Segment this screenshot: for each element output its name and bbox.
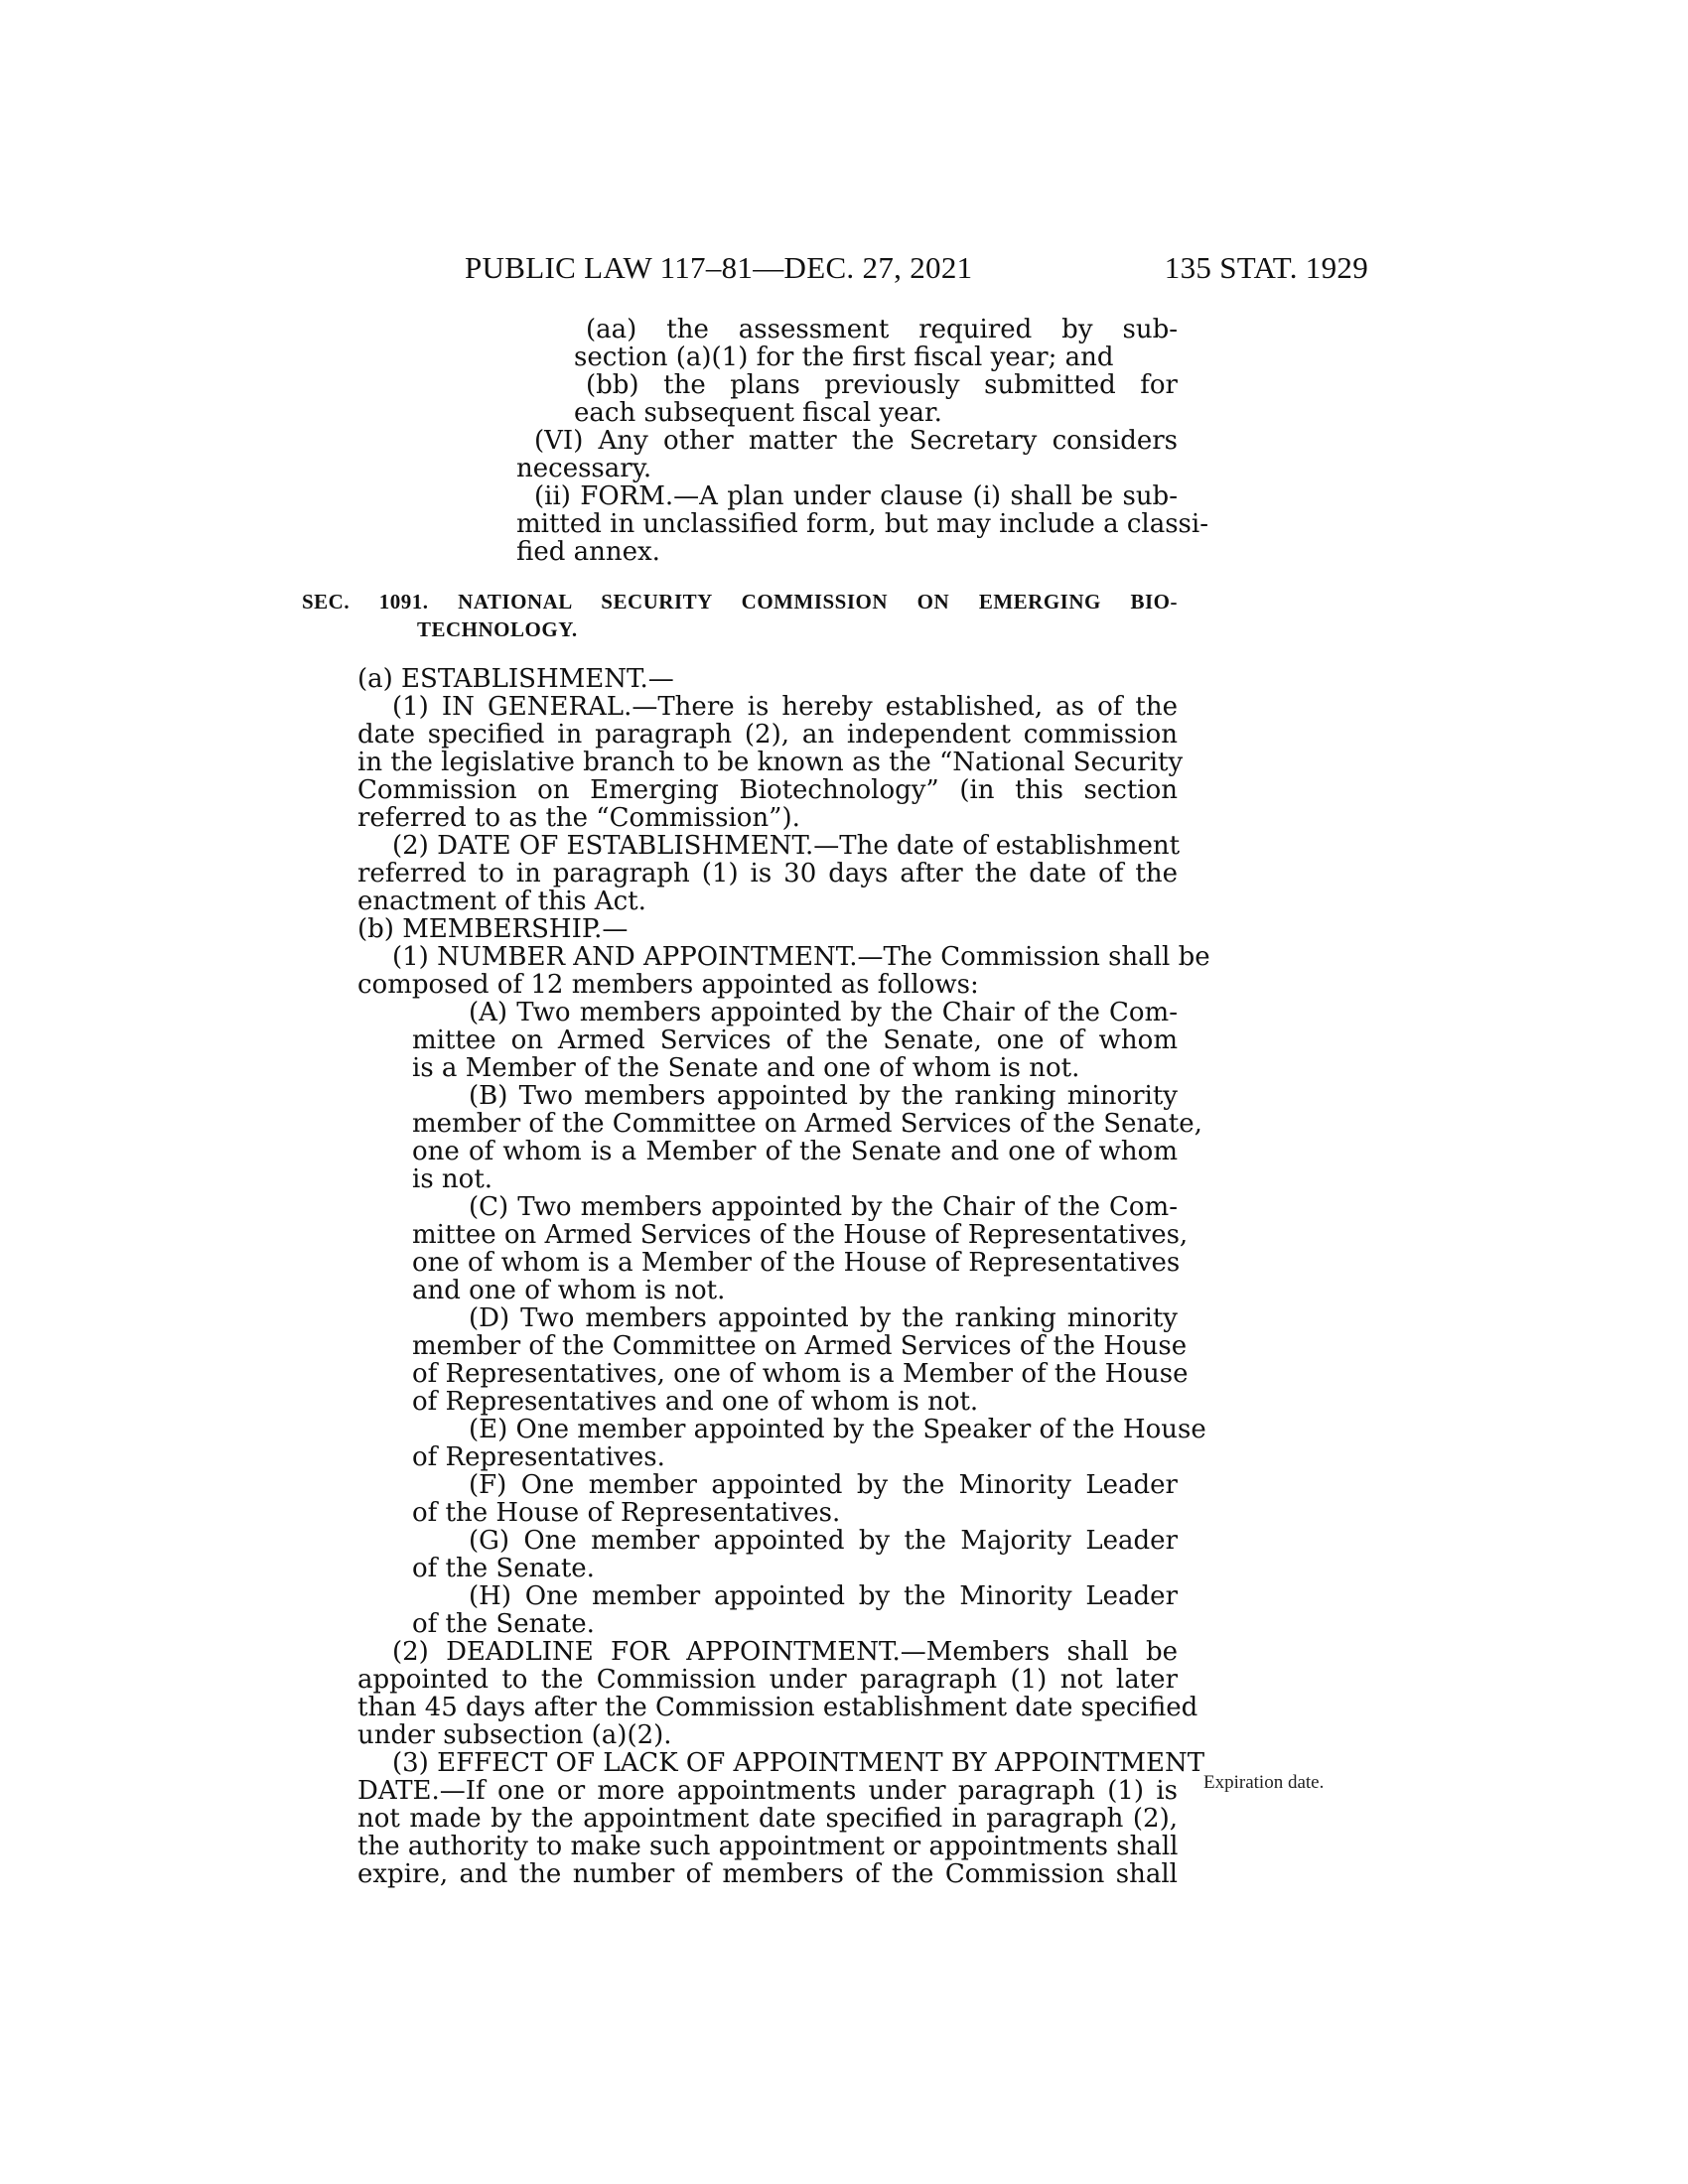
- text-line: each subsequent fiscal year.: [574, 398, 942, 428]
- text-line: than 45 days after the Commission establishment date specified: [357, 1693, 1198, 1722]
- section-heading-continued: TECHNOLOGY.: [417, 617, 578, 641]
- text-line: (A) Two members appointed by the Chair of the Com-: [469, 998, 1178, 1027]
- text-line: composed of 12 members appointed as follows:: [357, 970, 979, 1000]
- text-line: of the House of Representatives.: [412, 1498, 841, 1528]
- law-body-text: [302, 315, 1210, 1889]
- text-line: (B) Two members appointed by the ranking minority: [469, 1081, 1178, 1111]
- text-line: in the legislative branch to be known as the “National Security: [357, 748, 1184, 777]
- text-line: referred to as the “Commission”).: [357, 803, 800, 833]
- text-line: of Representatives, one of whom is a Member of the House: [412, 1359, 1189, 1389]
- text-line: necessary.: [516, 454, 652, 483]
- text-line: of Representatives.: [412, 1442, 665, 1472]
- text-line: member of the Committee on Armed Services of the Senate,: [412, 1109, 1202, 1139]
- margin-note-expiration: Expiration date.: [1203, 1772, 1325, 1793]
- text-line: date specified in paragraph (2), an independent commission: [357, 720, 1178, 750]
- text-line: one of whom is a Member of the Senate and one of whom: [412, 1137, 1178, 1166]
- text-line: (D) Two members appointed by the ranking minority: [469, 1303, 1178, 1333]
- text-line: (aa) the assessment required by sub-: [586, 315, 1178, 344]
- text-line: (b) MEMBERSHIP.—: [357, 914, 629, 944]
- text-line: of the Senate.: [412, 1554, 595, 1583]
- text-line: of the Senate.: [412, 1609, 595, 1639]
- text-line: (G) One member appointed by the Majority Leader: [469, 1526, 1178, 1556]
- text-line: section (a)(1) for the first fiscal year; and: [574, 342, 1114, 372]
- text-line: (1) NUMBER AND APPOINTMENT.—The Commission shall be: [392, 942, 1210, 972]
- text-line: DATE.—If one or more appointments under paragraph (1) is: [357, 1776, 1178, 1806]
- text-line: and one of whom is not.: [412, 1276, 726, 1305]
- statute-page-number: 135 STAT. 1929: [1164, 250, 1368, 285]
- text-line: (VI) Any other matter the Secretary considers: [534, 426, 1178, 456]
- text-line: referred to in paragraph (1) is 30 days after the date of the: [357, 859, 1178, 888]
- text-line: member of the Committee on Armed Services of the House: [412, 1331, 1188, 1361]
- text-line: (C) Two members appointed by the Chair of the Com-: [469, 1192, 1178, 1222]
- text-line: (2) DATE OF ESTABLISHMENT.—The date of establishment: [392, 831, 1181, 861]
- text-line: (bb) the plans previously submitted for: [586, 370, 1178, 400]
- text-line: (E) One member appointed by the Speaker of the House: [469, 1415, 1206, 1444]
- text-line: not made by the appointment date specified in paragraph (2),: [357, 1804, 1178, 1834]
- page-header: [465, 250, 1368, 290]
- text-line: appointed to the Commission under paragraph (1) not later: [357, 1665, 1178, 1695]
- text-line: the authority to make such appointment or appointments shall: [357, 1832, 1179, 1861]
- text-line: of Representatives and one of whom is not.: [412, 1387, 979, 1417]
- text-line: (3) EFFECT OF LACK OF APPOINTMENT BY APPOINTMENT: [392, 1748, 1205, 1778]
- text-line: (F) One member appointed by the Minority Leader: [469, 1470, 1178, 1500]
- text-line: under subsection (a)(2).: [357, 1720, 672, 1750]
- text-line: one of whom is a Member of the House of Representatives: [412, 1248, 1181, 1278]
- text-line: (2) DEADLINE FOR APPOINTMENT.—Members shall be: [392, 1637, 1178, 1667]
- text-line: (a) ESTABLISHMENT.—: [357, 664, 674, 694]
- text-line: (H) One member appointed by the Minority Leader: [469, 1581, 1178, 1611]
- text-line: mittee on Armed Services of the Senate, one of whom: [412, 1025, 1178, 1055]
- text-line: Commission on Emerging Biotechnology” (in this section: [357, 775, 1178, 805]
- text-line: expire, and the number of members of the Commission shall: [357, 1859, 1178, 1889]
- text-line: is a Member of the Senate and one of whom is not.: [412, 1053, 1080, 1083]
- text-line: enactment of this Act.: [357, 887, 646, 916]
- text-line: fied annex.: [516, 537, 660, 567]
- public-law-citation: PUBLIC LAW 117–81—DEC. 27, 2021: [465, 250, 973, 285]
- section-heading: SEC. 1091. NATIONAL SECURITY COMMISSION ON EMERGING BIO-: [302, 590, 1178, 614]
- text-line: mitted in unclassified form, but may include a classi-: [516, 509, 1208, 539]
- text-line: mittee on Armed Services of the House of Representatives,: [412, 1220, 1189, 1250]
- text-line: (1) IN GENERAL.—There is hereby established, as of the: [392, 692, 1178, 722]
- text-line: is not.: [412, 1164, 493, 1194]
- text-line: (ii) FORM.—A plan under clause (i) shall be sub-: [534, 481, 1178, 511]
